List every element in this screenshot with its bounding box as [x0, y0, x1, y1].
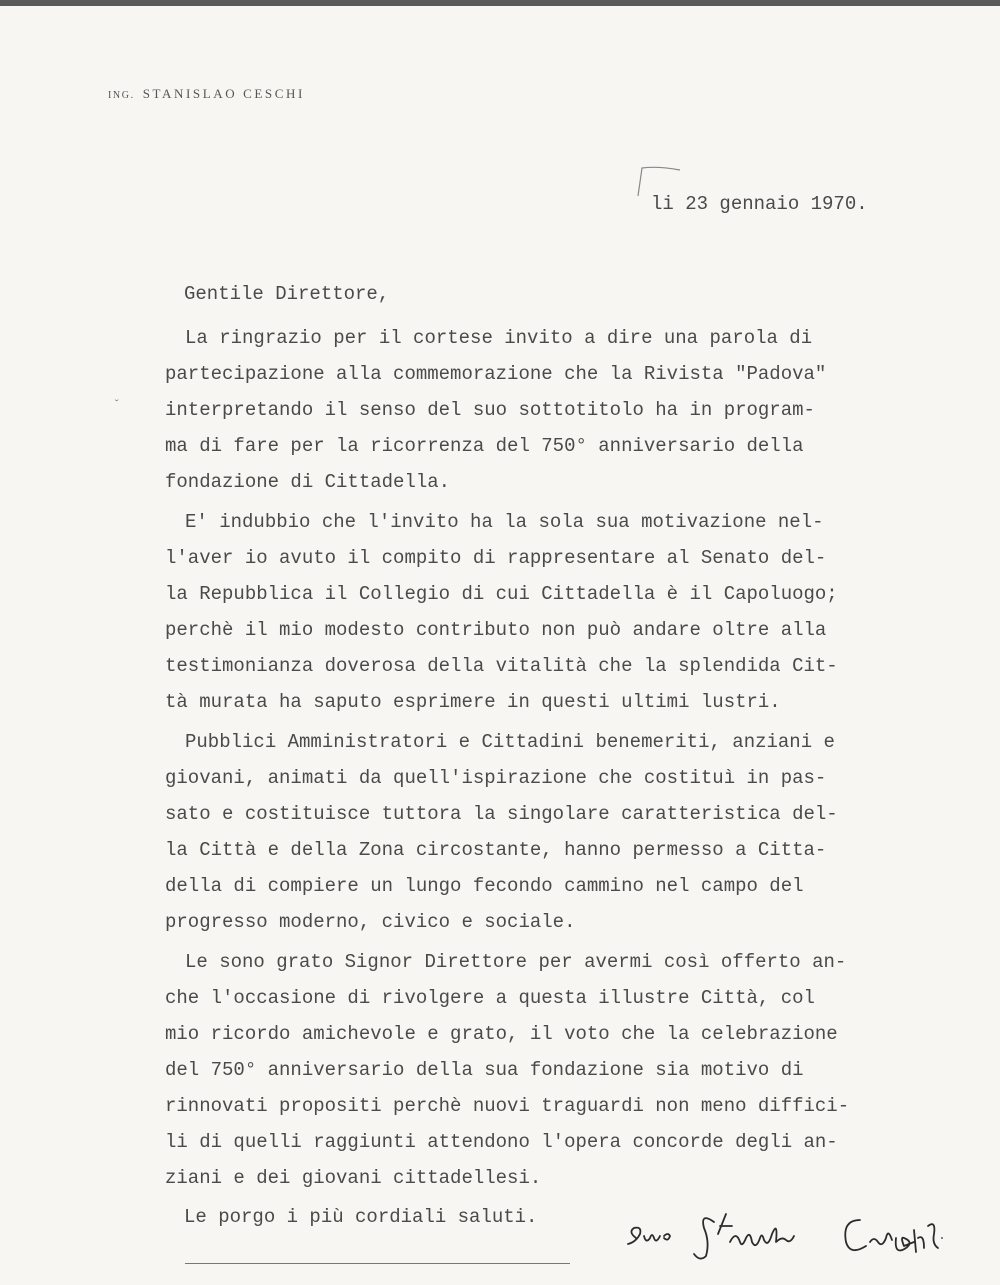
body-line: fondazione di Cittadella.: [165, 471, 451, 493]
body-line: E' indubbio che l'invito ha la sola sua motivazione nel-: [185, 511, 824, 533]
body-line: giovani, animati da quell'ispirazione che costituì in pas-: [165, 767, 827, 789]
stray-mark: ˇ: [113, 398, 121, 412]
body-line: mio ricordo amichevole e grato, il voto che la celebrazione: [165, 1023, 838, 1045]
body-line: tà murata ha saputo esprimere in questi ultimi lustri.: [165, 691, 781, 713]
body-line: rinnovati propositi perchè nuovi traguardi non meno diffici-: [165, 1095, 850, 1117]
body-line: la Repubblica il Collegio di cui Cittadella è il Capoluogo;: [165, 583, 838, 605]
body-line: della di compiere un lungo fecondo cammino nel campo del: [165, 875, 804, 897]
body-line: testimonianza doverosa della vitalità che la splendida Cit-: [165, 655, 838, 677]
body-line: Pubblici Amministratori e Cittadini benemeriti, anziani e: [185, 731, 835, 753]
handwritten-signature: [622, 1198, 952, 1273]
body-line: che l'occasione di rivolgere a questa illustre Città, col: [165, 987, 815, 1009]
body-line: ma di fare per la ricorrenza del 750° anniversario della: [165, 435, 804, 457]
body-line: interpretando il senso del suo sottotitolo ha in program-: [165, 399, 815, 421]
body-line: perchè il mio modesto contributo non può andare oltre alla: [165, 619, 827, 641]
scan-edge: [0, 0, 1000, 6]
body-line: La ringrazio per il cortese invito a dire una parola di: [185, 327, 813, 349]
body-line: partecipazione alla commemorazione che la Rivista "Padova": [165, 363, 827, 385]
body-line: del 750° anniversario della sua fondazione sia motivo di: [165, 1059, 804, 1081]
salutation: Gentile Direttore,: [184, 283, 390, 305]
body-line: progresso moderno, civico e sociale.: [165, 911, 576, 933]
letterhead: [108, 86, 305, 102]
letterhead-name: STANISLAO CESCHI: [142, 86, 305, 101]
letter-body: [165, 320, 905, 1196]
body-line: la Città e della Zona circostante, hanno permesso a Citta-: [165, 839, 827, 861]
letterhead-prefix: ING.: [108, 90, 135, 101]
body-line: Le sono grato Signor Direttore per avermi così offerto an-: [185, 951, 847, 973]
signature-line: [185, 1263, 570, 1264]
body-line: sato e costituisce tuttora la singolare caratteristica del-: [165, 803, 838, 825]
body-line: ziani e dei giovani cittadellesi.: [165, 1167, 542, 1189]
body-line: li di quelli raggiunti attendono l'opera concorde degli an-: [165, 1131, 838, 1153]
closing-line: Le porgo i più cordiali saluti.: [184, 1206, 538, 1228]
body-line: l'aver io avuto il compito di rappresentare al Senato del-: [165, 547, 827, 569]
letter-date: li 23 gennaio 1970.: [651, 193, 868, 215]
